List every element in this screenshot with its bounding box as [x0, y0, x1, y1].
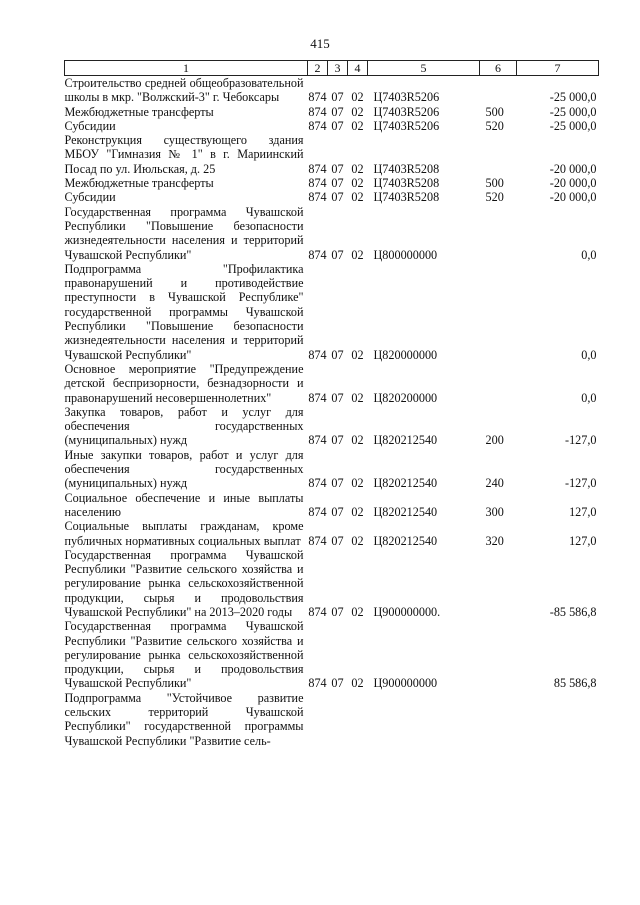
row-amount: -85 586,8 — [549, 604, 597, 619]
row-name: Строительство средней общеобразовательной школы в мкр. "Волжский-3" г. Чебоксары — [64, 76, 304, 105]
table-row — [65, 362, 599, 405]
row-target-article: Ц800000000 — [373, 247, 438, 262]
row-subsection-code: 02 — [351, 433, 364, 448]
row-section-code: 07 — [331, 476, 344, 491]
row-target-article: Ц7403R5208 — [373, 176, 440, 191]
row-subsection-code: 02 — [351, 161, 364, 176]
row-subsection-code: 02 — [351, 176, 364, 191]
row-target-article: Ц820212540 — [373, 533, 438, 548]
column-header: 6 — [480, 61, 517, 76]
row-subsection-code: 02 — [351, 604, 364, 619]
column-header-row — [65, 61, 599, 76]
row-name: Иные закупки товаров, работ и услуг для обеспечения государственных (муниципальных) нужд — [64, 447, 304, 491]
table-row — [65, 548, 599, 619]
row-expense-type: 300 — [485, 504, 504, 519]
row-section-code: 07 — [331, 390, 344, 405]
row-ministry-code: 874 — [308, 504, 327, 519]
table-row — [65, 448, 599, 491]
row-subsection-code: 02 — [351, 247, 364, 262]
table-row — [65, 133, 599, 176]
column-header: 3 — [328, 61, 348, 76]
row-ministry-code: 874 — [308, 347, 327, 362]
row-expense-type — [480, 548, 517, 619]
table-body — [65, 76, 599, 748]
table-row — [65, 491, 599, 520]
table-row — [65, 405, 599, 448]
table-row — [65, 519, 599, 548]
row-section-code: 07 — [331, 90, 344, 105]
row-expense-type: 500 — [485, 104, 504, 119]
row-section-code: 07 — [331, 347, 344, 362]
table-row — [65, 176, 599, 190]
column-header: 5 — [368, 61, 480, 76]
table-row — [65, 691, 599, 748]
row-amount: 127,0 — [569, 533, 597, 548]
column-header: 7 — [517, 61, 599, 76]
row-target-article: Ц900000000 — [373, 676, 438, 691]
row-section-code: 07 — [331, 533, 344, 548]
table-row — [65, 619, 599, 690]
row-section-code: 07 — [331, 176, 344, 191]
row-target-article: Ц820000000 — [373, 347, 438, 362]
row-amount: -20 000,0 — [549, 176, 597, 191]
row-name: Социальное обеспечение и иные выплаты населению — [64, 490, 304, 519]
row-target-article: Ц820212540 — [373, 476, 438, 491]
table-row — [65, 119, 599, 133]
row-ministry-code: 874 — [308, 176, 327, 191]
row-amount: -127,0 — [565, 433, 597, 448]
row-target-article: Ц7403R5206 — [373, 118, 440, 133]
row-subsection-code: 02 — [351, 476, 364, 491]
row-ministry-code: 874 — [308, 433, 327, 448]
row-section-code: 07 — [331, 104, 344, 119]
row-amount: 0,0 — [581, 390, 597, 405]
row-ministry-code: 874 — [308, 604, 327, 619]
row-name: Субсидии — [64, 118, 116, 133]
page-number: 415 — [310, 36, 330, 51]
budget-table — [64, 60, 599, 748]
row-subsection-code — [348, 691, 368, 748]
row-expense-type — [480, 262, 517, 362]
table-row — [65, 105, 599, 119]
row-section-code: 07 — [331, 247, 344, 262]
row-subsection-code: 02 — [351, 676, 364, 691]
row-ministry-code: 874 — [308, 247, 327, 262]
row-subsection-code: 02 — [351, 533, 364, 548]
table-row — [65, 76, 599, 105]
row-amount: -25 000,0 — [549, 90, 597, 105]
row-ministry-code: 874 — [308, 118, 327, 133]
row-expense-type — [480, 205, 517, 262]
row-ministry-code: 874 — [308, 104, 327, 119]
row-amount — [517, 691, 599, 748]
row-section-code: 07 — [331, 676, 344, 691]
table-row — [65, 190, 599, 204]
row-target-article: Ц7403R5208 — [373, 190, 440, 205]
row-expense-type: 500 — [485, 176, 504, 191]
row-ministry-code — [308, 691, 328, 748]
row-section-code — [328, 691, 348, 748]
row-name: Подпрограмма "Устойчивое развитие сельских территорий Чувашской Республики" государственной программы Чувашской Республики "Развитие сель- — [64, 690, 304, 748]
row-subsection-code: 02 — [351, 390, 364, 405]
row-target-article: Ц7403R5206 — [373, 90, 440, 105]
row-name: Социальные выплаты гражданам, кроме публичных нормативных социальных выплат — [64, 519, 304, 548]
table-row — [65, 262, 599, 362]
row-amount: 85 586,8 — [553, 676, 597, 691]
column-header: 2 — [308, 61, 328, 76]
row-section-code: 07 — [331, 433, 344, 448]
row-expense-type: 520 — [485, 190, 504, 205]
row-name: Реконструкция существующего здания МБОУ "Гимназия № 1" в г. Мариинский Посад по ул. Июльская, д. 25 — [64, 133, 304, 176]
row-expense-type: 240 — [485, 476, 504, 491]
row-expense-type — [480, 133, 517, 176]
row-expense-type — [480, 619, 517, 690]
row-amount: -25 000,0 — [549, 118, 597, 133]
row-subsection-code: 02 — [351, 190, 364, 205]
row-subsection-code: 02 — [351, 90, 364, 105]
row-amount: -20 000,0 — [549, 161, 597, 176]
row-ministry-code: 874 — [308, 476, 327, 491]
row-target-article: Ц820212540 — [373, 504, 438, 519]
table-row — [65, 205, 599, 262]
row-expense-type — [480, 362, 517, 405]
row-amount: 0,0 — [581, 347, 597, 362]
row-name: Субсидии — [64, 190, 116, 205]
row-section-code: 07 — [331, 118, 344, 133]
row-amount: 127,0 — [569, 504, 597, 519]
row-expense-type — [480, 76, 517, 105]
row-subsection-code: 02 — [351, 104, 364, 119]
row-section-code: 07 — [331, 604, 344, 619]
row-name: Государственная программа Чувашской Республики "Развитие сельского хозяйства и регулирование рынка сельскохозяйственной продукции, сырья и продовольствия Чувашской Республики" на 2013–2020 годы — [64, 547, 304, 619]
row-target-article: Ц900000000. — [373, 604, 441, 619]
row-amount: -25 000,0 — [549, 104, 597, 119]
row-expense-type: 320 — [485, 533, 504, 548]
column-header: 1 — [65, 61, 308, 76]
row-target-article: Ц820212540 — [373, 433, 438, 448]
row-amount: 0,0 — [581, 247, 597, 262]
row-name: Межбюджетные трансферты — [64, 104, 214, 119]
row-ministry-code: 874 — [308, 190, 327, 205]
row-name: Основное мероприятие "Предупреждение детской беспризорности, безнадзорности и правонарушений несовершеннолетних" — [64, 361, 304, 405]
row-target-article: Ц7403R5208 — [373, 161, 440, 176]
row-target-article — [368, 691, 480, 748]
row-ministry-code: 874 — [308, 533, 327, 548]
row-subsection-code: 02 — [351, 347, 364, 362]
row-amount: -127,0 — [565, 476, 597, 491]
row-target-article: Ц820200000 — [373, 390, 438, 405]
row-section-code: 07 — [331, 504, 344, 519]
row-section-code: 07 — [331, 161, 344, 176]
row-subsection-code: 02 — [351, 118, 364, 133]
column-header: 4 — [348, 61, 368, 76]
row-expense-type — [480, 691, 517, 748]
row-ministry-code: 874 — [308, 90, 327, 105]
row-subsection-code: 02 — [351, 504, 364, 519]
row-name: Государственная программа Чувашской Республики "Развитие сельского хозяйства и регулирование рынка сельскохозяйственной продукции, сырья и продовольствия Чувашской Республики" — [64, 619, 304, 691]
row-name: Закупка товаров, работ и услуг для обеспечения государственных (муниципальных) нужд — [64, 404, 304, 448]
row-ministry-code: 874 — [308, 161, 327, 176]
row-name: Подпрограмма "Профилактика правонарушений и противодействие преступности в Чувашской Республике" государственной программы Чувашской Республики "Повышение безопасности жизнедеятельности населения и территорий Чувашской Республики" — [64, 261, 304, 362]
row-expense-type: 520 — [485, 118, 504, 133]
row-name: Государственная программа Чувашской Республики "Повышение безопасности жизнедеятельности населения и территорий Чувашской Республики" — [64, 204, 304, 262]
row-section-code: 07 — [331, 190, 344, 205]
row-ministry-code: 874 — [308, 390, 327, 405]
row-amount: -20 000,0 — [549, 190, 597, 205]
row-name: Межбюджетные трансферты — [64, 176, 214, 191]
row-target-article: Ц7403R5206 — [373, 104, 440, 119]
row-ministry-code: 874 — [308, 676, 327, 691]
row-expense-type: 200 — [485, 433, 504, 448]
